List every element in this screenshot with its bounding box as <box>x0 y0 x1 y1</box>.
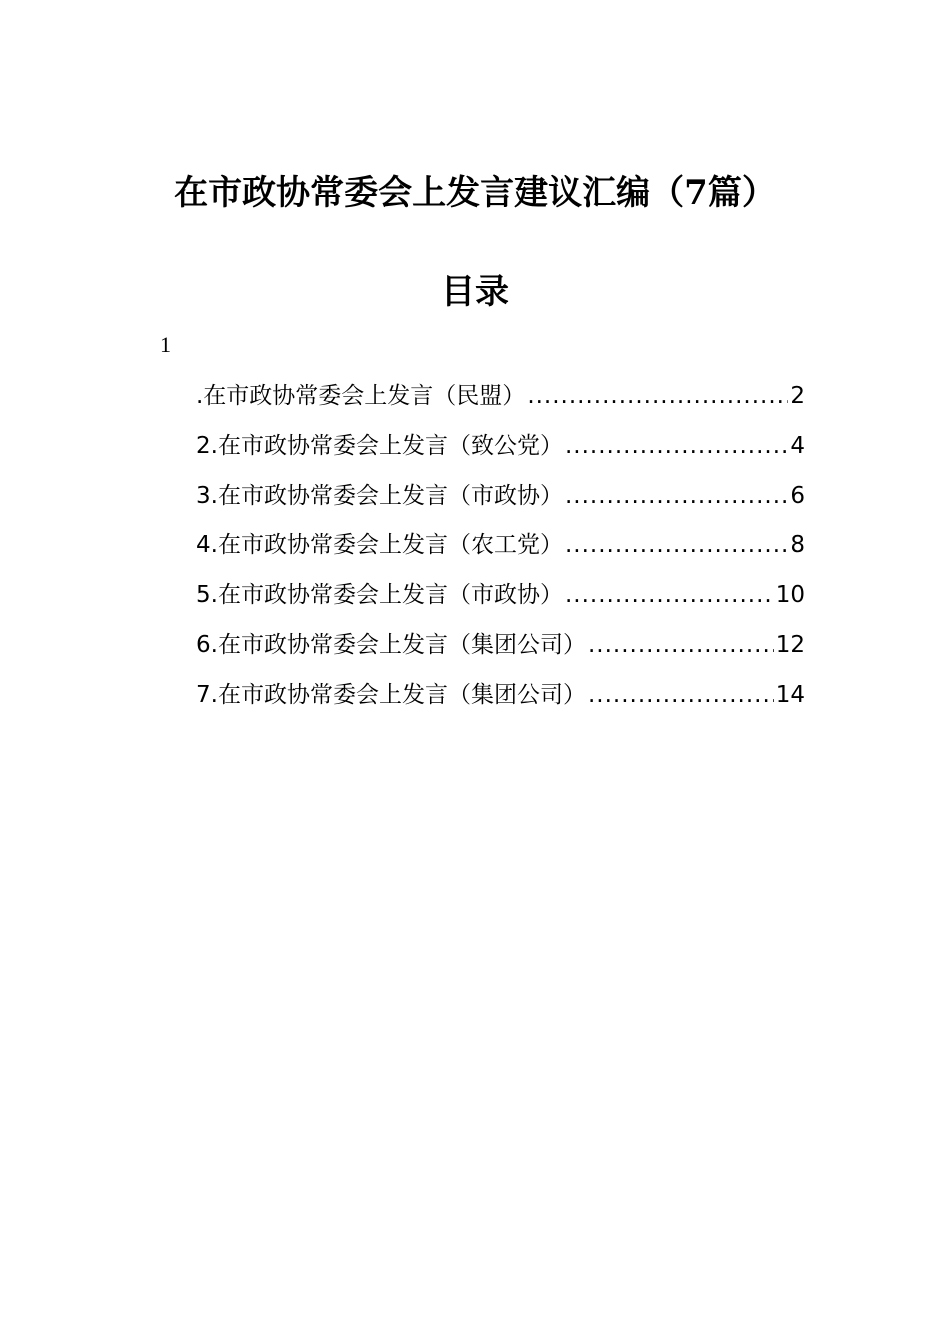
toc-entry-1[interactable] <box>196 376 805 426</box>
toc-page-number: 14 <box>775 681 805 708</box>
toc-entry-2[interactable] <box>196 426 805 476</box>
toc-dot-leader <box>565 525 788 565</box>
toc-page-number: 2 <box>790 383 805 409</box>
toc-page-number: 8 <box>790 532 805 559</box>
toc-entry-4[interactable] <box>196 525 805 575</box>
toc-entry-title: 5.在市政协常委会上发言（市政协） <box>196 582 563 609</box>
toc-dot-leader <box>565 575 774 615</box>
toc-page-number: 6 <box>790 482 805 509</box>
toc-entry-3[interactable] <box>196 476 805 526</box>
toc-dot-leader <box>588 675 774 715</box>
document-title: 在市政协常委会上发言建议汇编（7篇） <box>174 173 776 213</box>
toc-entry-title: 7.在市政协常委会上发言（集团公司） <box>196 681 586 708</box>
table-of-contents <box>196 376 805 725</box>
toc-page-number: 12 <box>775 631 805 658</box>
toc-entry-title: 4.在市政协常委会上发言（农工党） <box>196 532 563 559</box>
toc-page-number: 4 <box>790 432 805 459</box>
toc-dot-leader <box>565 476 788 516</box>
toc-heading: 目录 <box>441 272 509 312</box>
toc-entry-title: 6.在市政协常委会上发言（集团公司） <box>196 631 586 658</box>
toc-entry-7[interactable] <box>196 675 805 725</box>
toc-dot-leader <box>527 376 788 416</box>
toc-dot-leader <box>565 426 788 466</box>
toc-entry-6[interactable] <box>196 625 805 675</box>
toc-entry-5[interactable] <box>196 575 805 625</box>
toc-entry-title: .在市政协常委会上发言（民盟） <box>196 383 526 409</box>
toc-entry-title: 2.在市政协常委会上发言（致公党） <box>196 432 563 459</box>
toc-page-number: 10 <box>775 582 805 609</box>
stray-list-number: 1 <box>160 332 171 357</box>
toc-entry-title: 3.在市政协常委会上发言（市政协） <box>196 482 563 509</box>
toc-dot-leader <box>588 625 774 665</box>
